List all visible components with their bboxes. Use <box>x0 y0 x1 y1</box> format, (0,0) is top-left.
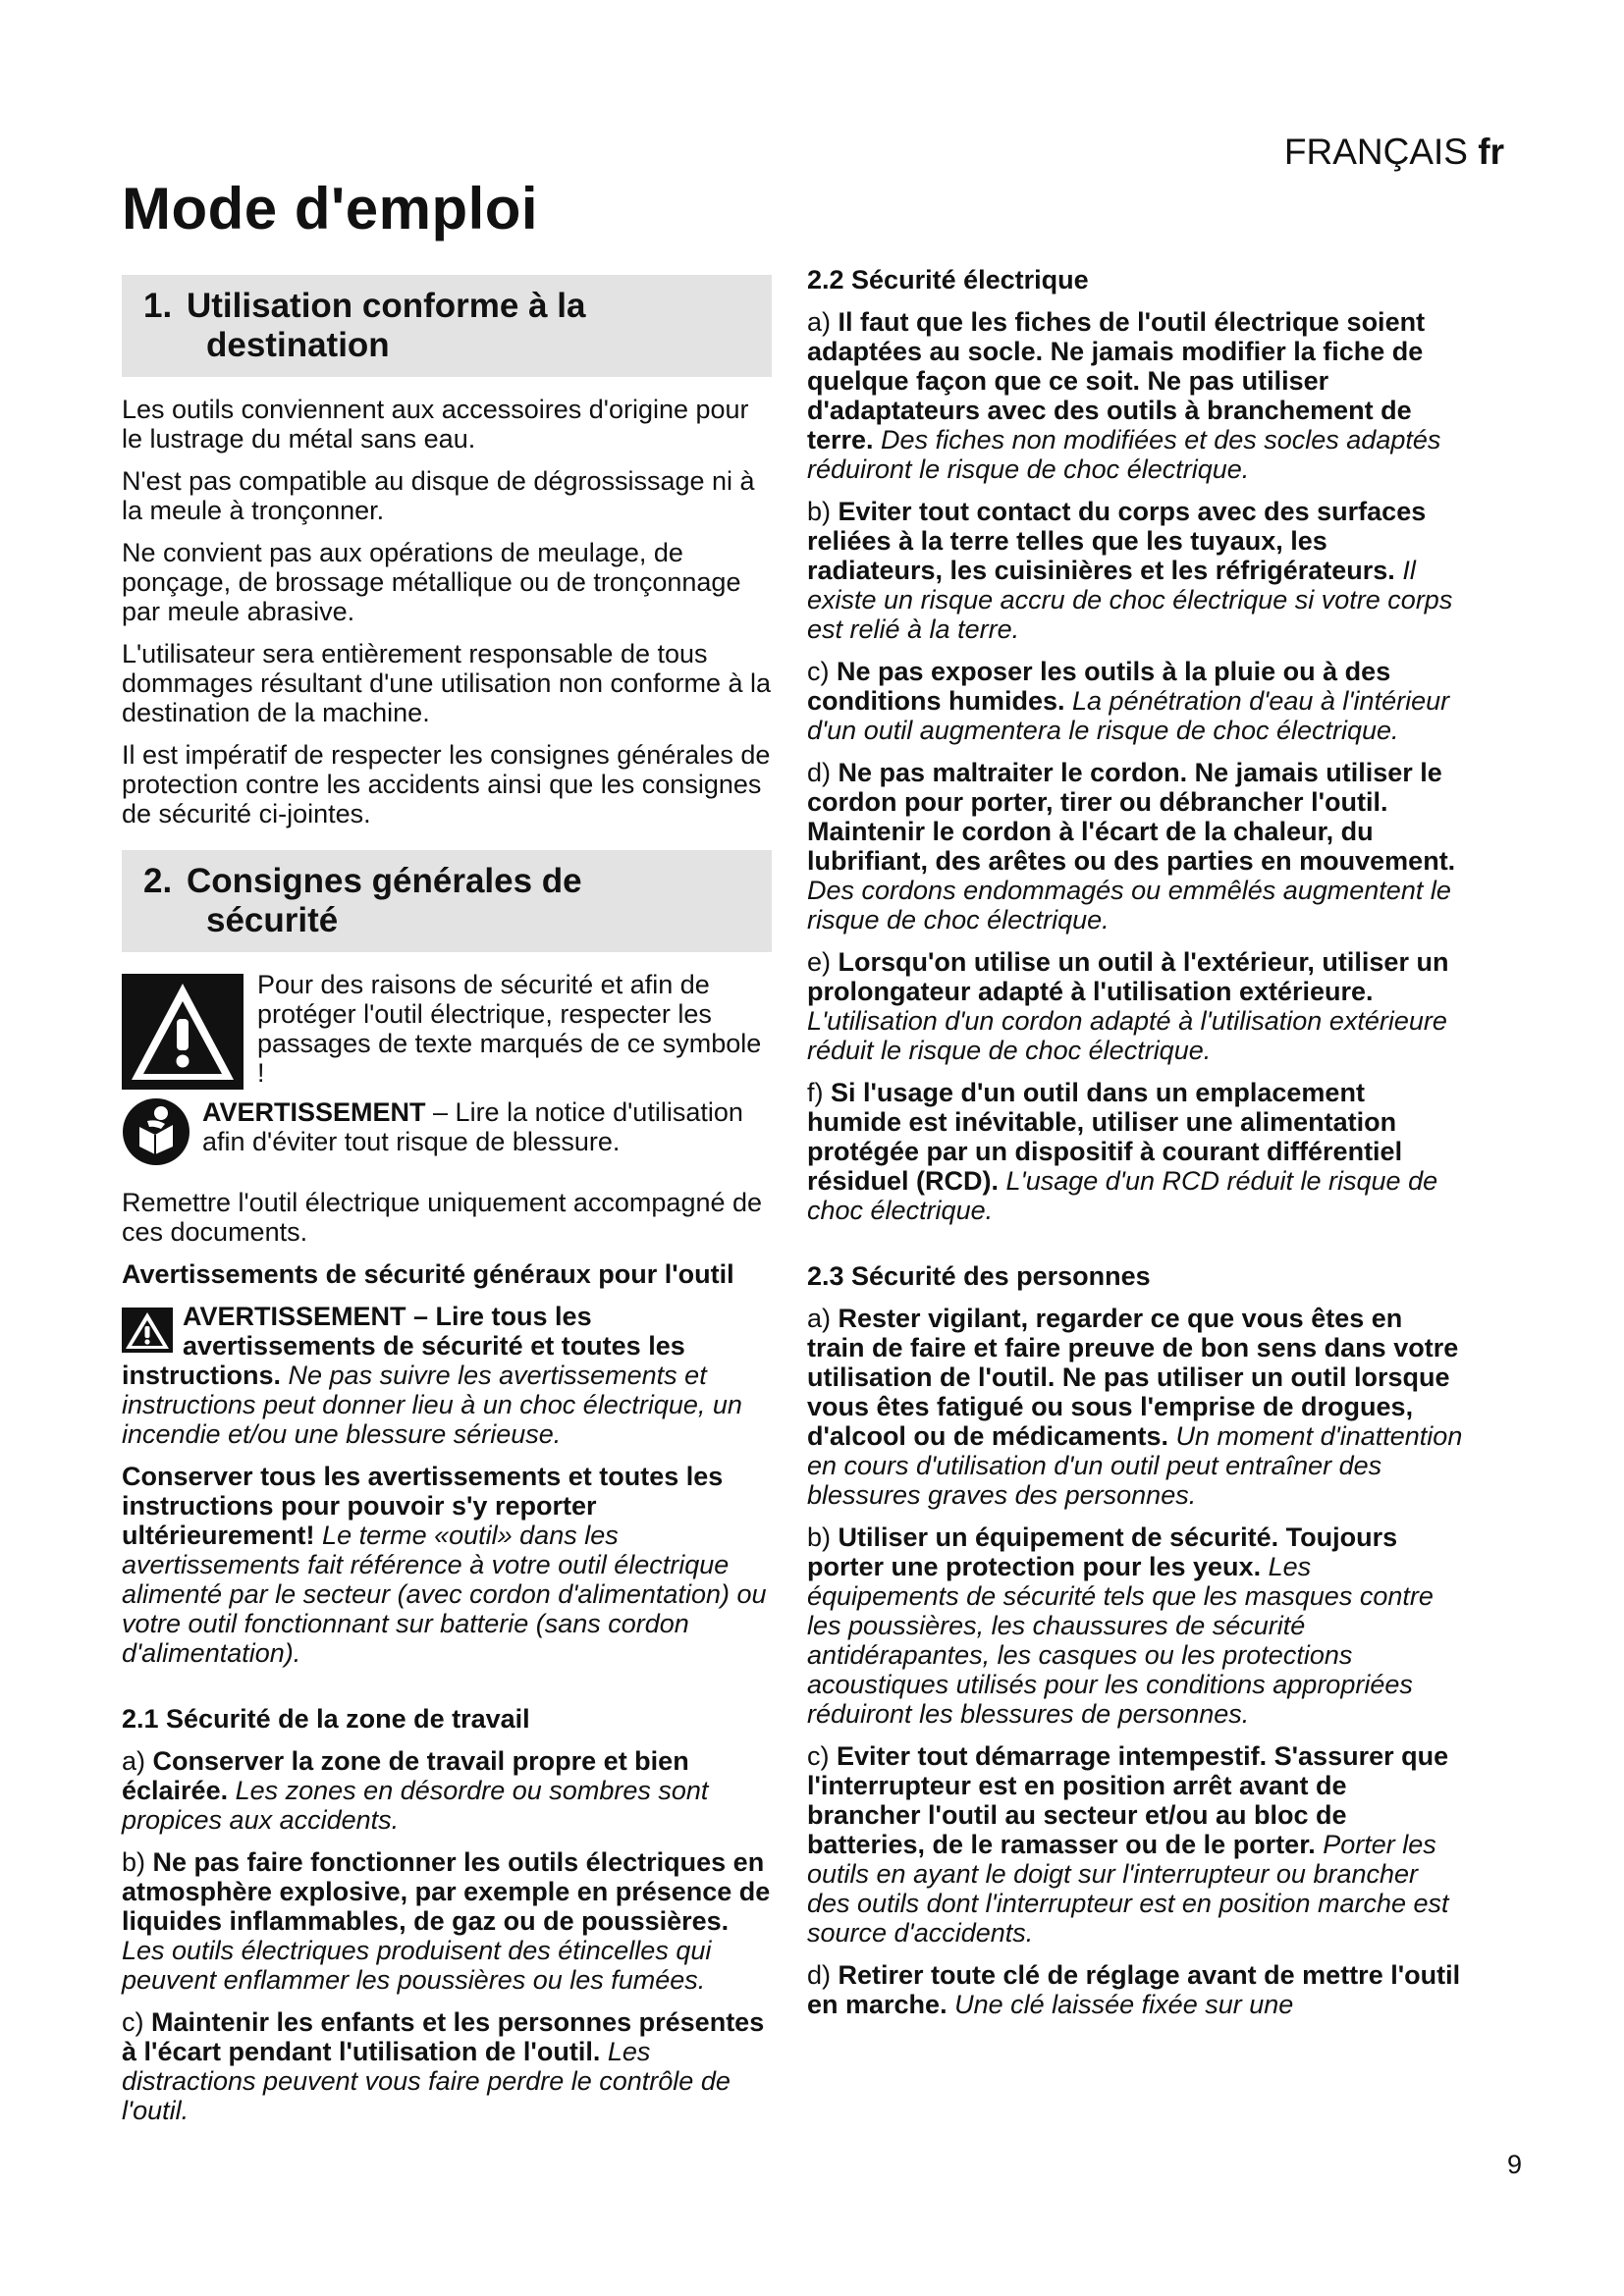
item-bold: Si l'usage d'un outil dans un emplacement humide est inévitable, utiliser une alimentation protégée par un dispositif à courant différentiel résiduel (RCD). <box>807 1078 1403 1196</box>
item-italic: Les équipements de sécurité tels que les masques contre les poussières, les chaussures de sécurité antidérapantes, les casques ou les protections acoustiques utilisés pour les conditions appropriées réduiront les blessures de personnes. <box>807 1552 1434 1729</box>
read-manual-block <box>122 1097 772 1166</box>
page-title: Mode d'emploi <box>122 176 539 241</box>
section-1-heading <box>122 275 772 377</box>
item-italic: L'utilisation d'un cordon adapté à l'utilisation extérieure réduit le risque de choc électrique. <box>807 1006 1447 1065</box>
section-1-paragraph: Les outils conviennent aux accessoires d'origine pour le lustrage du métal sans eau. <box>122 395 749 454</box>
item-bold: Utiliser un équipement de sécurité. Toujours porter une protection pour les yeux. <box>807 1522 1398 1581</box>
s21-heading: 2.1 Sécurité de la zone de travail <box>122 1704 530 1734</box>
left-column <box>122 265 772 2138</box>
section-1-paragraph: N'est pas compatible au disque de dégrossissage ni à la meule à tronçonner. <box>122 466 755 525</box>
item-bold: Conserver la zone de travail propre et bien éclairée. <box>122 1746 689 1805</box>
read-manual-text <box>202 1097 772 1156</box>
item-bold: Ne pas exposer les outils à la pluie ou à des conditions humides. <box>807 657 1391 716</box>
warning-triangle-small-icon <box>122 1308 173 1353</box>
conserver-paragraph <box>122 1462 772 1668</box>
s22-item <box>807 657 1465 745</box>
section-2-title-line2: sécurité <box>206 901 339 939</box>
item-label: b) <box>122 1847 146 1877</box>
s22-item <box>807 307 1465 484</box>
warning-symbol-block <box>122 970 772 1090</box>
s21-item <box>122 1847 772 1995</box>
item-bold: Lorsqu'on utilise un outil à l'extérieur, utiliser un prolongateur adapté à l'utilisation extérieure. <box>807 947 1449 1006</box>
item-label: c) <box>807 657 830 686</box>
s22-heading: 2.2 Sécurité électrique <box>807 265 1089 294</box>
s22-item <box>807 947 1465 1065</box>
item-bold: Retirer toute clé de réglage avant de mettre l'outil en marche. <box>807 1960 1461 2019</box>
section-1-paragraph: Il est impératif de respecter les consignes générales de protection contre les accidents ainsi que les consignes de sécurité ci-jointes. <box>122 740 771 828</box>
section-1-paragraph: L'utilisateur sera entièrement responsable de tous dommages résultant d'une utilisation non conforme à la destination de la machine. <box>122 639 772 727</box>
item-bold: Maintenir les enfants et les personnes présentes à l'écart pendant l'utilisation de l'outil. <box>122 2007 765 2066</box>
item-italic: Les zones en désordre ou sombres sont propices aux accidents. <box>122 1776 709 1835</box>
warning-symbol-text: Pour des raisons de sécurité et afin de protéger l'outil électrique, respecter les passages de texte marqués de ce symbole ! <box>257 970 762 1088</box>
s23-heading: 2.3 Sécurité des personnes <box>807 1261 1151 1291</box>
s22-item <box>807 1078 1465 1225</box>
item-italic: La pénétration d'eau à l'intérieur d'un outil augmentera le risque de choc électrique. <box>807 686 1450 745</box>
item-label: d) <box>807 1960 832 1990</box>
item-bold: Eviter tout contact du corps avec des surfaces reliées à la terre telles que les tuyaux, les radiateurs, les cuisinières et les réfrigérateurs. <box>807 497 1427 585</box>
language-name: FRANÇAIS <box>1283 132 1468 172</box>
page-number: 9 <box>1506 2150 1522 2179</box>
conserver-bold: Conserver tous les avertissements et toutes les instructions pour pouvoir s'y reporter ultérieurement! <box>122 1462 724 1550</box>
s21-item <box>122 2007 772 2125</box>
item-bold: Ne pas maltraiter le cordon. Ne jamais utiliser le cordon pour porter, tirer ou débrancher l'outil. Maintenir le cordon à l'écart de la chaleur, du lubrifiant, des arêtes ou des parties en mouvement. <box>807 758 1456 876</box>
item-label: c) <box>807 1741 830 1771</box>
item-italic: Il existe un risque accru de choc électrique si votre corps est relié à la terre. <box>807 556 1453 644</box>
general-warning-paragraph <box>122 1302 772 1449</box>
s21-item <box>122 1746 772 1835</box>
section-2-number: 2. <box>143 862 173 900</box>
section-1-title-line1: Utilisation conforme à la <box>187 287 586 325</box>
language-label <box>1284 132 1504 173</box>
read-manual-icon <box>122 1097 190 1166</box>
item-bold: Eviter tout démarrage intempestif. S'assurer que l'interrupteur est en position arrêt avant de brancher l'outil au secteur et/ou au bloc de batteries, de le ramasser ou de le porter. <box>807 1741 1449 1859</box>
item-label: a) <box>807 1304 832 1333</box>
item-bold: Il faut que les fiches de l'outil électrique soient adaptées au socle. Ne jamais modifier la fiche de quelque façon que ce soit. Ne pas utiliser d'adaptateurs avec des outils à branchement de terre. <box>807 307 1426 454</box>
item-label: e) <box>807 947 832 977</box>
s22-item <box>807 497 1465 644</box>
general-warning-italic: Ne pas suivre les avertissements et instructions peut donner lieu à un choc électrique, un incendie et/ou une blessure sérieuse. <box>122 1361 742 1449</box>
item-label: c) <box>122 2007 144 2037</box>
warning-triangle-icon <box>122 974 244 1090</box>
section-1-paragraph: Ne convient pas aux opérations de meulage, de ponçage, de brossage métallique ou de tronçonnage par meule abrasive. <box>122 538 741 626</box>
section-2-title-line1: Consignes générales de <box>187 862 582 900</box>
s22-item <box>807 758 1465 934</box>
avertissement-label: AVERTISSEMENT <box>202 1097 426 1127</box>
s23-item <box>807 1304 1465 1510</box>
item-italic: Des cordons endommagés ou emmêlés augmentent le risque de choc électrique. <box>807 876 1451 934</box>
item-italic: Porter les outils en ayant le doigt sur l'interrupteur ou brancher des outils dont l'interrupteur est en position marche est source d'accidents. <box>807 1830 1449 1948</box>
section-1-number: 1. <box>143 287 173 325</box>
general-warnings-heading: Avertissements de sécurité généraux pour l'outil <box>122 1259 734 1289</box>
language-code: fr <box>1478 132 1504 172</box>
item-bold: Rester vigilant, regarder ce que vous êtes en train de faire et faire preuve de bon sens dans votre utilisation de l'outil. Ne pas utiliser un outil lorsque vous êtes fatigué ou sous l'emprise de drogues, d'alcool ou de médicaments. <box>807 1304 1459 1451</box>
item-label: f) <box>807 1078 824 1107</box>
item-label: b) <box>807 1522 832 1552</box>
section-1-title-line2: destination <box>206 326 390 364</box>
s23-item <box>807 1522 1465 1729</box>
conserver-italic: Le terme «outil» dans les avertissements fait référence à votre outil électrique alimenté par le secteur (avec cordon d'alimentation) ou votre outil fonctionnant sur batterie (sans cordon d'alimentation). <box>122 1521 767 1668</box>
item-label: d) <box>807 758 832 787</box>
item-italic: Une clé laissée fixée sur une <box>947 1990 1294 2019</box>
item-label: a) <box>122 1746 146 1776</box>
item-italic: Les outils électriques produisent des étincelles qui peuvent enflammer les poussières ou les fumées. <box>122 1936 712 1995</box>
remettre-paragraph: Remettre l'outil électrique uniquement accompagné de ces documents. <box>122 1188 763 1247</box>
item-label: a) <box>807 307 832 337</box>
item-italic: Les distractions peuvent vous faire perdre le contrôle de l'outil. <box>122 2037 731 2125</box>
avertissement-text: – Lire la notice d'utilisation afin d'éviter tout risque de blessure. <box>202 1097 743 1156</box>
s23-item <box>807 1741 1465 1948</box>
item-italic: Des fiches non modifiées et des socles adaptés réduiront le risque de choc électrique. <box>807 425 1441 484</box>
item-label: b) <box>807 497 832 526</box>
general-warning-bold: AVERTISSEMENT – Lire tous les avertissements de sécurité et toutes les instructions. <box>122 1302 685 1390</box>
item-italic: Un moment d'inattention en cours d'utilisation d'un outil peut entraîner des blessures graves des personnes. <box>807 1421 1463 1510</box>
section-2-heading <box>122 850 772 952</box>
s23-item <box>807 1960 1465 2019</box>
right-column <box>807 265 1465 2032</box>
item-bold: Ne pas faire fonctionner les outils électriques en atmosphère explosive, par exemple en présence de liquides inflammables, de gaz ou de poussières. <box>122 1847 771 1936</box>
item-italic: L'usage d'un RCD réduit le risque de choc électrique. <box>807 1166 1438 1225</box>
